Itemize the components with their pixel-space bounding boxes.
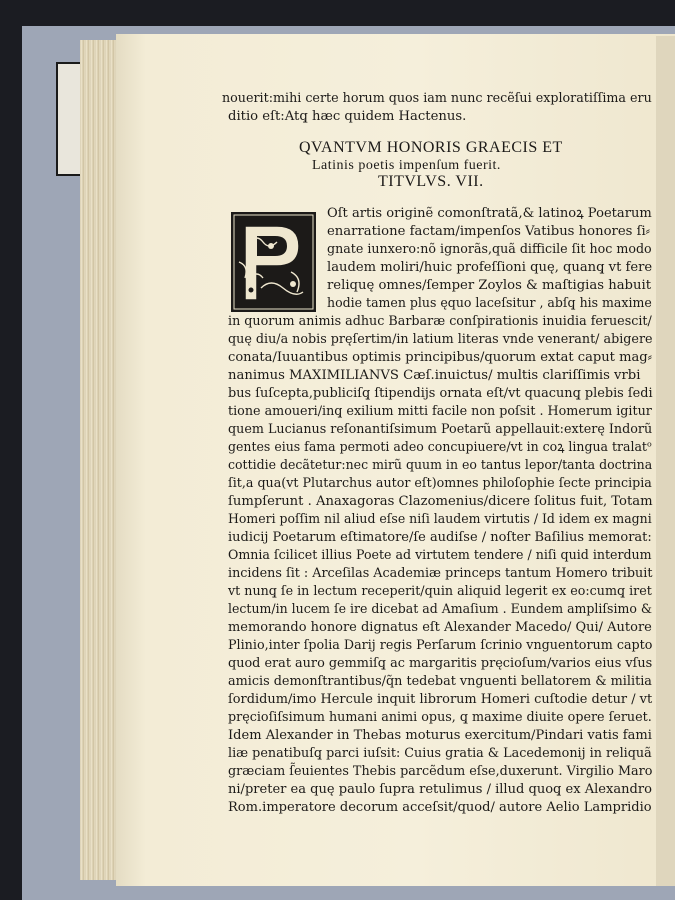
text-line: enarratione factam/impenſos Vatibus honores ſi⸗ (327, 224, 651, 239)
text-line: ditio eſt:Atq̧ hæc quidem Hactenus. (228, 109, 467, 124)
text-line: pręcioſiſsimum humani animi opus, q̧ maxime diuite opere ſeruet. (228, 710, 652, 725)
text-line: nanimus MAXIMILIANVS Cæſ.inuictus/ multis clariſſimis vrbi (228, 368, 641, 383)
chapter-title: QVANTVM HONORIS GRAECIS ET (299, 139, 563, 156)
text-line: Omnia ſcilicet illius Poete ad virtutem tendere / niſi quid interdum (228, 548, 652, 563)
initial-ornament-icon (231, 212, 316, 312)
text-line: liæ penatibuſq̧ parci iuſsit: Cuius gratia & Lacedemonij in reliquã (228, 746, 652, 761)
chapter-subtitle: Latinis poetis impenſum fuerit. (312, 158, 501, 173)
text-line: cottidie decãtetur:nec mirũ quum in eo tantus lepor/tanta doctrina (228, 458, 653, 473)
right-margin-strip (656, 36, 675, 886)
text-line: bus ſuſcepta,publiciſq̧ ſtipendijs ornata eſt/vt quacunq̧ plebis ſedi (228, 386, 653, 401)
text-line: memorando honore dignatus eſt Alexander Macedo/ Qui/ Autore (228, 620, 652, 635)
text-line: Rom.imperatore decorum acceſsit/quod/ autore Aelio Lampridio (228, 800, 652, 815)
text-line: quem Lucianus reſonantiſsimum Poetarũ appellauit:exterę Indorũ (228, 422, 653, 437)
text-line: ſit,a qua(vt Plutarchus autor eſt)omnes philoſophie ſecte principia (228, 476, 652, 491)
text-line: lectum/in lucem ſe ire dicebat ad Amaſium . Eundem ampliſsimo & (228, 602, 653, 617)
text-line: vt nunq̧ ſe in lectum receperit/quin aliquid legerit ex eo:cumq̧ iret (228, 584, 652, 599)
text-line: Homeri poſſim nil aliud eſse niſi laudem virtutis / Id idem ex magni (228, 512, 652, 527)
text-line: incidens ſit : Arceſilas Academiæ princeps tantum Homero tribuit (228, 566, 653, 581)
text-line: gentes eius fama permoti adeo concupiuere/vt in coꝝ lingua tralatᵒ (228, 440, 652, 455)
chapter-number: TITVLVS. VII. (378, 173, 484, 190)
text-line: Plinio,inter ſpolia Darij regis Perſarum ſcrinio vnguentorum capto (228, 638, 653, 653)
text-line: reliquę omnes/ſemper Zoylos & maſtigias habuit (327, 278, 652, 293)
decorated-initial (231, 212, 316, 312)
text-line: Idem Alexander in Thebas moturus exercitum/Pindari vatis fami (228, 728, 652, 743)
text-line: iudicij Poetarum eſtimatore/ſe audiſse / noſter Baſilius memorat: (228, 530, 652, 545)
text-line: conata/Iuuantibus optimis principibus/quorum extat caput mag⸗ (228, 350, 652, 365)
text-line: quę diu/a nobis pręſertim/in latium literas vnde venerant/ abigere (228, 332, 653, 347)
text-line: nouerit:mihi certe horum quos iam nunc recẽſui exploratiſſima eru (222, 91, 652, 106)
text-line: amicis demonſtrantibus/q̃n tedebat vnguenti bellatorem & militia (228, 674, 652, 689)
text-line: laudem moliri/huic profeſſioni quę, quanq̧ vt fere (327, 260, 653, 275)
text-line: quod erat auro gemmiſq̧ ac margaritis pręcioſum/varios eius vſus (228, 656, 653, 671)
text-line: græciam ſ̃euientes Thebis parcẽdum eſse,duxerunt. Virgilio Maro (228, 764, 653, 779)
text-line: hodie tamen plus ęquo laceſsitur , abſq̧ his maxime (327, 296, 652, 311)
text-line: in quorum animis adhuc Barbaræ conſpirationis inuidia feruescit/ (228, 314, 652, 329)
text-line: ni/preter ea quę paulo ſupra retulimus / illud quoq̧ ex Alexandro (228, 782, 652, 797)
text-line: gnate iunxero:nõ ignorãs,quã difficile ſit hoc modo (327, 242, 652, 257)
text-line: tione amoueri/inq̧ exilium mitti facile non poſsit . Homerum igitur (228, 404, 652, 419)
text-line: ſumpſerunt . Anaxagoras Clazomenius/dicere ſolitus fuit, Totam (228, 494, 653, 509)
text-line: ſordidum/imo Hercule inquit librorum Homeri cuſtodie detur / vt (228, 692, 653, 707)
text-line: Oſt artis originẽ comonſtratã,& latinoꝝ Poetarum (327, 206, 652, 221)
